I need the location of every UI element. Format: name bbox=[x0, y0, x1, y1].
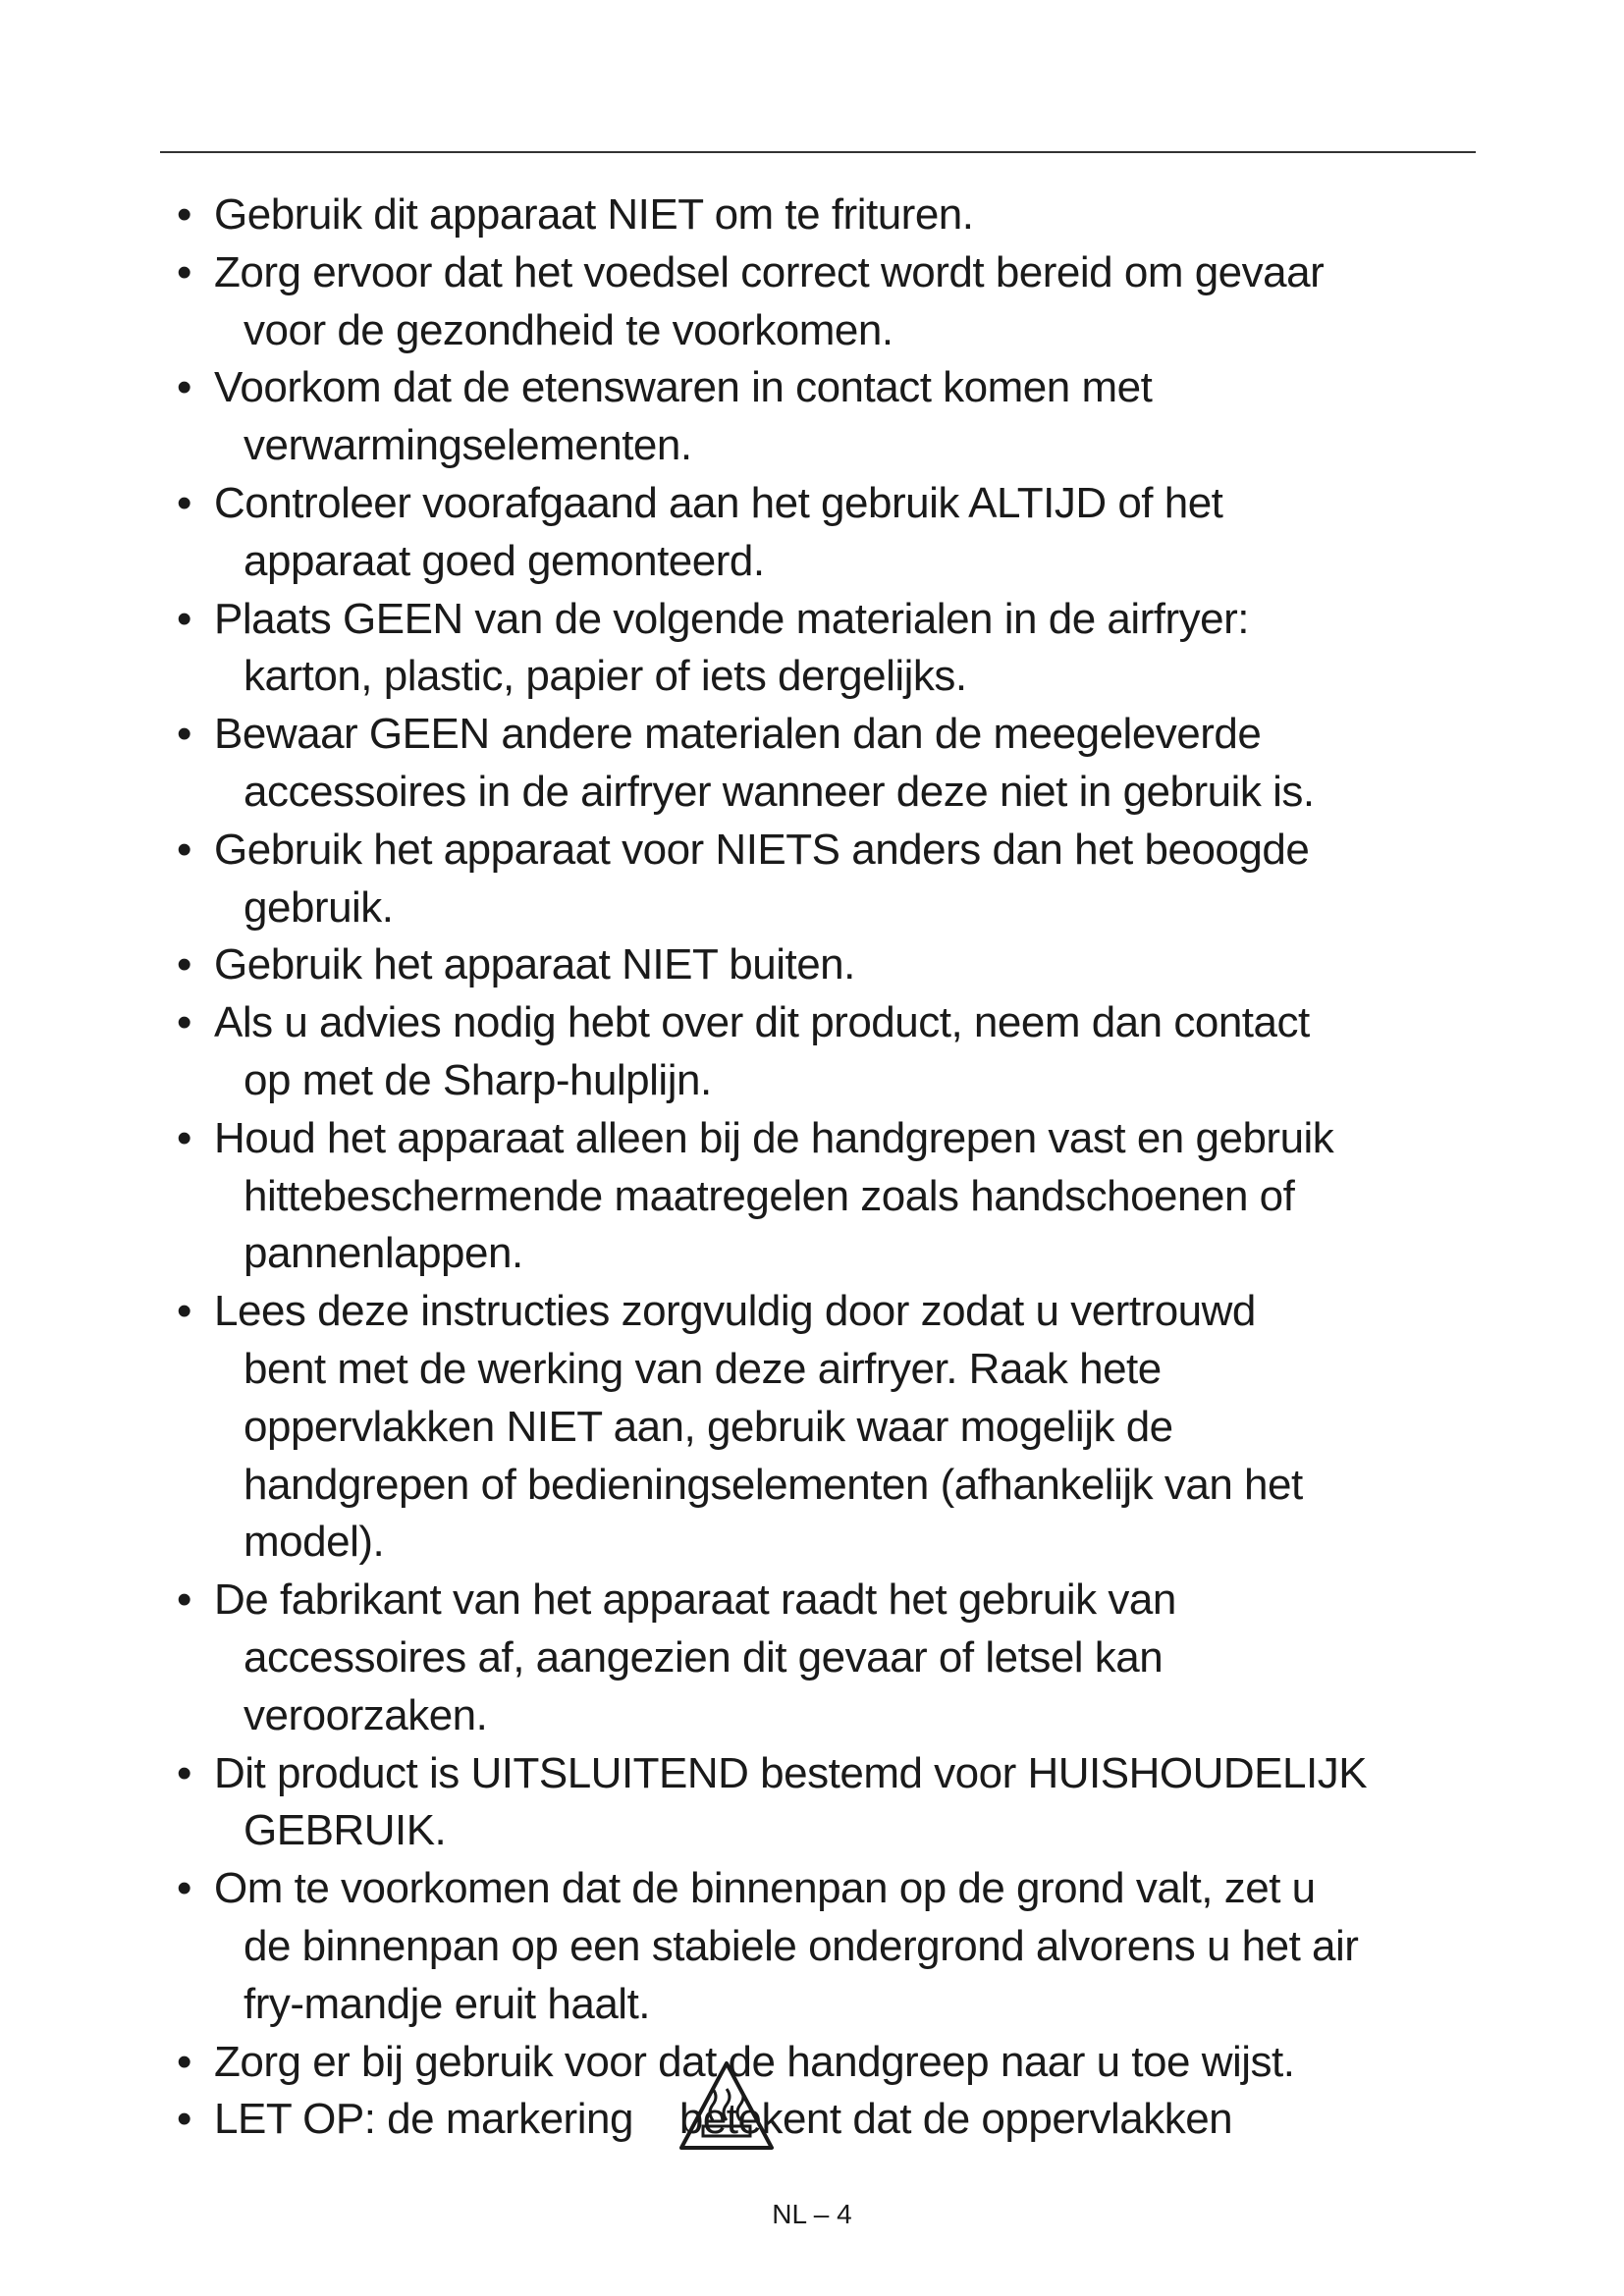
page-number: NL – 4 bbox=[772, 2199, 852, 2229]
list-item-line: karton, plastic, papier of iets dergelijks. bbox=[244, 652, 967, 701]
list-item-line: bent met de werking van deze airfryer. Raak hete bbox=[244, 1344, 1162, 1393]
list-item-line: • Lees deze instructies zorgvuldig door zodat u vertrouwd bbox=[214, 1287, 1256, 1336]
list-item-line: voor de gezondheid te voorkomen. bbox=[244, 305, 893, 354]
list-item-line: • LET OP: de markering betekent dat de oppervlakken bbox=[214, 2095, 1233, 2144]
list-item-line: • Gebruik dit apparaat NIET om te frituren. bbox=[214, 190, 974, 239]
list-item-line: • Dit product is UITSLUITEND bestemd voor HUISHOUDELIJK bbox=[214, 1748, 1368, 1797]
list-item-line: pannenlappen. bbox=[244, 1229, 523, 1278]
list-item-line: accessoires af, aangezien dit gevaar of letsel kan bbox=[244, 1632, 1164, 1682]
list-item bbox=[177, 1860, 1483, 2033]
list-item-line: gebruik. bbox=[244, 882, 394, 932]
list-item-line: • Houd het apparaat alleen bij de handgrepen vast en gebruik bbox=[214, 1113, 1334, 1162]
list-item bbox=[177, 1572, 1483, 1744]
list-item bbox=[177, 187, 1483, 244]
list-item bbox=[177, 1283, 1483, 1572]
list-item-line: • Als u advies nodig hebt over dit product, neem dan contact bbox=[214, 998, 1310, 1047]
list-item-line: veroorzaken. bbox=[244, 1690, 488, 1739]
list-item bbox=[177, 2091, 1483, 2149]
list-item bbox=[177, 359, 1483, 475]
list-item-line: • Voorkom dat de etenswaren in contact komen met bbox=[214, 363, 1153, 412]
list-item-line: de binnenpan op een stabiele ondergrond alvorens u het air bbox=[244, 1921, 1359, 1970]
list-item-line: model). bbox=[244, 1518, 385, 1567]
list-item-line: hittebeschermende maatregelen zoals handschoenen of bbox=[244, 1171, 1295, 1220]
list-item-line: • Controleer voorafgaand aan het gebruik ALTIJD of het bbox=[214, 478, 1223, 527]
header-rule bbox=[160, 151, 1476, 153]
list-item-line: handgrepen of bedieningselementen (afhankelijk van het bbox=[244, 1460, 1303, 1509]
list-item-line: GEBRUIK. bbox=[244, 1806, 447, 1855]
list-item bbox=[177, 706, 1483, 822]
list-item bbox=[177, 822, 1483, 937]
list-item-line: • Zorg ervoor dat het voedsel correct wordt bereid om gevaar bbox=[214, 247, 1325, 296]
list-item-line: accessoires in de airfryer wanneer deze niet in gebruik is. bbox=[244, 767, 1315, 816]
list-item-line: • Plaats GEEN van de volgende materialen in de airfryer: bbox=[214, 594, 1250, 643]
list-item bbox=[177, 994, 1483, 1110]
list-item bbox=[177, 936, 1483, 994]
list-item-line: fry-mandje eruit haalt. bbox=[244, 1979, 651, 2028]
list-item bbox=[177, 2034, 1483, 2092]
list-item-line: op met de Sharp-hulplijn. bbox=[244, 1055, 712, 1104]
list-item-line: verwarmingselementen. bbox=[244, 421, 692, 470]
list-item-line: • Gebruik het apparaat voor NIETS anders dan het beoogde bbox=[214, 825, 1310, 874]
list-item bbox=[177, 1110, 1483, 1283]
list-item bbox=[177, 1745, 1483, 1861]
list-item-line: • Gebruik het apparaat NIET buiten. bbox=[214, 940, 855, 989]
list-item-line: apparaat goed gemonteerd. bbox=[244, 536, 765, 585]
safety-instructions-list bbox=[177, 187, 1483, 2149]
list-item-line: • Om te voorkomen dat de binnenpan op de grond valt, zet u bbox=[214, 1864, 1316, 1913]
hot-surface-warning-icon bbox=[677, 2059, 776, 2154]
list-item-line: • Bewaar GEEN andere materialen dan de meegeleverde bbox=[214, 710, 1262, 759]
list-item bbox=[177, 244, 1483, 360]
list-item-line: • De fabrikant van het apparaat raadt het gebruik van bbox=[214, 1575, 1176, 1625]
list-item bbox=[177, 475, 1483, 591]
list-item bbox=[177, 591, 1483, 707]
list-item-line: • Zorg er bij gebruik voor dat de handgreep naar u toe wijst. bbox=[214, 2037, 1295, 2086]
list-item-line: oppervlakken NIET aan, gebruik waar mogelijk de bbox=[244, 1402, 1173, 1451]
